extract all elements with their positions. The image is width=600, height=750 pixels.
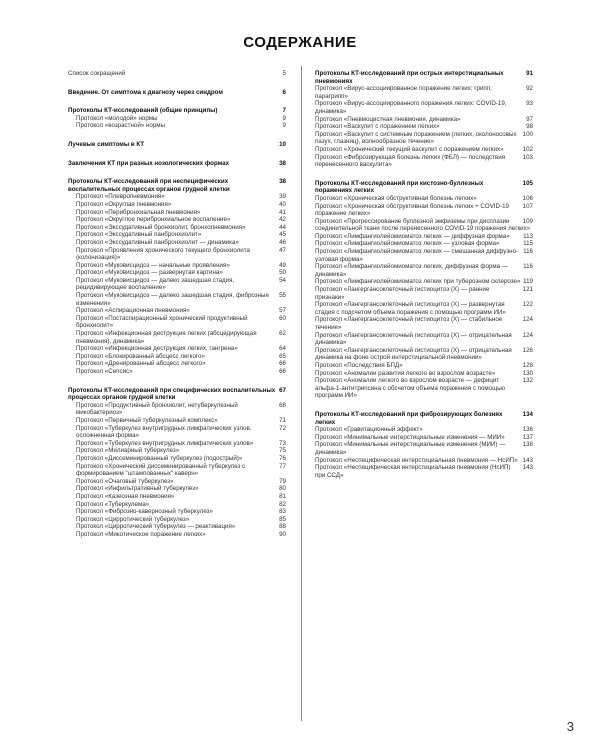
toc-entry-title: Протокол «Аномалии развития легкого во взрослом возрасте» [315,369,496,377]
toc-entry[interactable] [68,353,286,361]
toc-entry-title: Протокол «Вирус-ассоциированного поражения легких: COVID-19, динамика» [315,100,507,115]
toc-entry[interactable] [315,370,533,378]
toc-entry[interactable] [315,131,533,146]
toc-entry-title: Протокол «Муковисцидоз — развернутая картина» [76,269,223,277]
toc-entry-page: 71 [279,416,286,424]
toc-entry-title: Протокол «Продуктивный бронхиолит, нетуберкулезный микобактериоз» [76,401,238,417]
toc-entry-page: 50 [279,269,286,277]
toc-entry-page: 67 [279,386,286,394]
toc-entry-page: 122 [522,301,533,309]
toc-entry-page: 103 [522,153,533,161]
toc-entry-title: Протокол «возрастной» нормы [76,122,165,130]
toc-entry-page: 60 [279,314,286,322]
toc-entry[interactable] [68,463,286,478]
toc-entry-page: 137 [522,433,533,441]
toc-entry-page: 68 [279,401,286,409]
toc-section-heading[interactable] [68,387,286,402]
toc-entry-page: 91 [526,70,533,77]
toc-entry-title: Протокол «Муковисцидоз — далеко зашедшая стадия, фиброзные изменения» [76,292,269,307]
toc-entry-title: Протокол «Аномалии легкого во взрослом возрасте — дефицит альфа-1-антитрипсина с обсчетом объема поражения с помощью программ ИИ» [315,377,506,400]
toc-entry[interactable] [68,455,286,463]
page-title: СОДЕРЖАНИЕ [243,34,357,51]
toc-entry-title: Протокол «Очаговый туберкулез» [76,477,174,485]
toc-entry[interactable] [68,402,286,417]
toc-entry-page: 46 [279,238,286,246]
toc-entry-page: 42 [279,216,286,224]
toc-entry-page: 64 [279,345,286,353]
toc-entry-title: Протокол «Экссудативный панбронхиолит» [76,231,202,239]
toc-entry-title: Протоколы КТ-исследований при кистозно-буллезных поражениях легких [315,179,484,195]
toc-entry[interactable] [68,531,286,539]
toc-entry[interactable] [68,493,286,501]
toc-entry-title: Протокол «Хронический текущий васкулит с поражением легких» [315,145,504,153]
toc-entry[interactable] [315,332,533,347]
toc-entry-page: 81 [279,492,286,500]
toc-entry[interactable] [68,440,286,448]
toc-entry-page: 97 [526,115,533,123]
toc-entry-title: Протокол «Сепсис» [76,368,133,375]
toc-entry-title: Протокол «Пневмоцистная пневмония, динамика» [315,115,461,123]
toc-entry[interactable] [68,239,286,247]
toc-entry-page: 79 [279,477,286,485]
toc-entry-page: 93 [526,100,533,108]
toc-entry-title: Протокол «Цирротический туберкулез — реактивация» [76,523,236,531]
toc-entry-page: 49 [279,261,286,269]
toc-entry[interactable] [315,240,533,248]
toc-entry-title: Протокол «Лангергансоклеточный гистиоцитоз (X) — ранние признаки» [315,286,490,301]
toc-entry[interactable] [315,362,533,370]
toc-entry-title: Протокол «Лангергансоклеточный гистиоцитоз (X) — отрицательная динамика» [315,331,512,347]
toc-entry[interactable] [315,85,533,100]
toc-section-heading[interactable] [315,411,533,426]
toc-entry-page: 77 [279,462,286,470]
toc-entry[interactable] [68,122,286,130]
toc-entry[interactable] [315,464,533,479]
toc-entry[interactable] [68,269,286,277]
toc-entry-page: 76 [279,454,286,462]
toc-entry[interactable] [68,262,286,270]
toc-entry-page: 57 [279,307,286,315]
toc-entry-title: Протокол «Хроническая обструктивная болезнь легких» [315,194,477,202]
toc-entry-page: 40 [279,200,286,208]
toc-entry-title: Протокол «Первичный туберкулезный комплекс» [76,416,218,424]
toc-entry[interactable] [68,224,286,232]
toc-entry[interactable] [68,201,286,209]
toc-entry[interactable] [315,347,533,362]
toc-entry[interactable] [315,286,533,301]
toc-entry-page: 66 [279,368,286,375]
toc-entry-page: 124 [522,316,533,324]
toc-entry[interactable] [315,146,533,154]
toc-entry-page: 5 [282,70,286,77]
toc-entry-title: Протокол «Цирротический туберкулез» [76,515,190,523]
toc-entry-title: Протокол «Минимальные интерстициальные изменения (МИИ) — динамика» [315,441,506,456]
toc-entry-page: 88 [279,523,286,531]
toc-entry-title: Протокол «Гравитационный эффект» [315,426,423,434]
toc-entry-page: 90 [279,530,286,538]
toc-entry-page: 82 [279,500,286,508]
toc-entry-title: Протоколы КТ-исследований при специфических воспалительных процессах органов грудной клетки [68,386,276,402]
toc-entry[interactable] [315,233,533,241]
toc-entry-title: Протокол «Казеозная пневмония» [76,492,175,500]
toc-entry-title: Протокол «Плевропневмония» [76,193,165,201]
toc-entry[interactable] [68,292,286,307]
toc-entry-page: 72 [279,424,286,432]
toc-entry-title: Протокол «Округлая пневмония» [76,200,172,208]
toc-entry[interactable] [315,218,533,233]
toc-entry[interactable] [68,501,286,509]
toc-entry-page: 9 [282,114,286,122]
toc-entry[interactable] [315,426,533,434]
toc-entry-page: 85 [279,515,286,523]
toc-entry-title: Протокол «Экссудативный бронхиолит, бронхопневмония» [76,223,246,231]
toc-entry-page: 107 [522,202,533,210]
toc-entry-title: Протоколы КТ-исследований при неспецифических воспалительных процессах органов грудной клетки [68,178,230,193]
toc-section-heading[interactable] [68,178,286,193]
toc-entry-page: 54 [279,276,286,284]
toc-entry[interactable] [315,441,533,456]
toc-entry-title: Протокол «Диссеминированный туберкулез (подострый)» [76,454,243,462]
toc-entry-page: 10 [279,140,286,148]
toc-entry[interactable] [68,417,286,425]
toc-entry[interactable] [68,247,286,262]
toc-entry[interactable] [315,248,533,263]
toc-entry-title: Протокол «Лангергансоклеточный гистиоцитоз (X) — отрицательная динамика на фоне острой интерстициальной пневмонии» [315,346,512,362]
toc-entry-page: 134 [522,410,533,418]
toc-entry-title: Протокол «Аспирационная пневмония» [76,307,190,315]
toc-entry-page: 55 [279,292,286,300]
toc-entry-page: 6 [282,88,286,96]
toc-entry-page: 130 [522,369,533,377]
toc-entry-page: 80 [279,485,286,493]
toc-entry[interactable] [68,115,286,123]
toc-entry-title: Введение. От симптома к диагнозу через синдром [68,88,223,96]
toc-entry-page: 45 [279,231,286,239]
toc-entry[interactable] [68,209,286,217]
toc-entry[interactable] [315,301,533,316]
toc-entry[interactable] [68,307,286,315]
toc-entry-title: Протокол «Лимфангиолейомиоматоз легких — смешанная диффузно-узловая форма» [315,248,519,263]
toc-entry-title: Протокол «Инфильтративный туберкулез» [76,485,199,493]
toc-entry-page: 98 [526,123,533,131]
toc-entry-title: Протокол «Туберкулез внутригрудных лимфатических узлов, осложненная форма» [76,424,252,440]
toc-entry-title: Протокол «Неспецифическая интерстициальная пневмония (НсИП) при ССД» [315,464,511,479]
toc-entry[interactable] [68,70,286,78]
toc-entry-title: Протокол «Васкулит с системным поражением (легких, околоносовых пазух, глазниц), волнообразное течение» [315,130,517,146]
page-number: 3 [566,719,574,734]
toc-entry-page: 132 [522,377,533,385]
toc-entry-page: 65 [279,352,286,360]
toc-entry-title: Протокол «Дренированный абсцесс легкого» [76,360,206,368]
toc-entry-page: 115 [523,240,533,248]
toc-entry-title: Протокол «Постаспирационный хронический продуктивный бронхиолит» [76,314,248,330]
toc-entry-page: 109 [522,217,533,225]
toc-section-heading[interactable] [68,107,286,115]
toc-entry-title: Протокол «Фиброзирующая болезнь легких (ФБЛ) — последствия перенесенного васкулита» [315,153,506,169]
toc-entry-title: Протокол «Васкулит с поражением легких» [315,123,440,131]
toc-entry-page: 39 [279,193,286,201]
toc-entry-title: Протоколы КТ-исследований (общие принципы) [68,107,218,115]
toc-entry-page: 102 [522,145,533,153]
toc-entry-title: Протокол «Микотическое поражение легких» [76,530,206,538]
toc-entry-page: 7 [282,107,286,115]
toc-entry-page: 38 [279,178,286,186]
toc-section-heading[interactable] [68,89,286,97]
toc-entry-title: Протокол «Блокированный абсцесс легкого» [76,352,205,360]
toc-entry-page: 73 [279,439,286,447]
toc-entry-page: 128 [522,361,533,369]
toc-entry[interactable] [68,277,286,292]
toc-entry-title: Протокол «Милиарный туберкулез» [76,447,180,455]
toc-entry-title: Протокол «Фиброзно-кавернозный туберкулез» [76,508,213,516]
toc-entry-title: Протокол «Туберкулез внутригрудных лимфатических узлов» [76,439,254,447]
toc-section-heading[interactable] [315,70,533,85]
toc-entry-title: Протокол «Округлое перибронхиальное воспаление» [76,216,231,224]
toc-entry-title: Протокол «Лимфангиолейомиоматоз легких — узловая форма» [315,240,500,248]
toc-entry-title: Протокол «Муковисцидоз — далеко зашедшая стадия, рецидивирующее воспаление» [76,276,235,292]
toc-entry[interactable] [315,100,533,115]
toc-section-heading[interactable] [315,180,533,195]
toc-entry[interactable] [68,368,286,376]
toc-entry-page: 116 [523,248,533,256]
toc-entry[interactable] [68,425,286,440]
toc-entry[interactable] [68,345,286,353]
toc-entry-title: Протокол «Хроническая обструктивная болезнь легких + COVID-19 поражение легких» [315,202,509,218]
toc-entry[interactable] [315,195,533,203]
toc-right-column [315,70,533,479]
toc-entry-title: Протокол «Вирус-ассоциированное поражение легких: грипп, парагрипп» [315,85,492,100]
toc-entry-page: 83 [279,508,286,516]
toc-entry[interactable] [315,316,533,331]
toc-entry-title: Протокол «Неспецифическая интерстициальная пневмония — НсИП» [315,456,518,464]
toc-entry-page: 66 [279,360,286,368]
toc-entry-title: Протокол «Туберкулема» [76,500,150,508]
toc-entry-title: Протоколы КТ-исследований при острых интерстициальных пневмониях [315,70,504,85]
toc-entry[interactable] [315,377,533,400]
toc-entry-page: 105 [522,179,533,187]
toc-entry-page: 9 [282,122,286,130]
toc-entry[interactable] [315,123,533,131]
toc-entry[interactable] [315,434,533,442]
toc-entry[interactable] [68,478,286,486]
toc-entry-page: 41 [279,208,286,216]
toc-entry[interactable] [68,216,286,224]
toc-entry[interactable] [68,231,286,239]
toc-entry-title: Список сокращений [68,70,126,77]
toc-entry-page: 47 [279,246,286,254]
toc-entry-page: 138 [522,441,533,449]
toc-entry-page: 116 [523,263,533,271]
toc-entry-page: 62 [279,330,286,338]
toc-entry-title: Заключения КТ при разных нозологических формах [68,159,230,167]
toc-entry[interactable] [68,516,286,524]
toc-entry-title: Лучевые симптомы в КТ [68,140,145,148]
toc-entry[interactable] [315,116,533,124]
toc-entry-title: Протокол «Лимфангиолейомиоматоз легких — диффузная форма» [315,232,510,240]
toc-entry[interactable] [68,485,286,493]
toc-entry-page: 44 [279,223,286,231]
toc-entry-title: Протокол «Перибронхиальная пневмония» [76,208,201,216]
toc-entry[interactable] [68,447,286,455]
column-divider [301,66,302,721]
toc-section-heading[interactable] [68,141,286,149]
toc-entry[interactable] [68,330,286,345]
toc-entry-page: 92 [526,85,533,93]
toc-entry-title: Протокол «Лимфангиолейомиоматоз легких при туберозном склерозе» [315,278,521,286]
toc-entry[interactable] [68,193,286,201]
toc-entry-title: Протокол «Экссудативный панбронхиолит — динамика» [76,238,239,246]
toc-left-column [68,70,286,538]
toc-entry-title: Протокол «Лангергансоклеточный гистиоцитоз (X) — стабильное течение» [315,316,503,331]
toc-entry-title: Протокол «Прогрессирование буллезной эмфиземы при дисплазии соединительной ткани после перенесенного COVID-19 поражения легких» [315,217,531,233]
toc-entry-title: Протокол «Проявления хронического текущего бронхиолита (колонизация)» [76,246,250,262]
toc-entry-title: Протокол «Инфекционная деструкция легких, гангрена» [76,345,238,353]
toc-entry[interactable] [315,263,533,278]
toc-entry-page: 143 [522,464,533,472]
toc-entry-page: 119 [523,278,533,286]
toc-entry-title: Протокол «Хронический диссеминированный туберкулез с формированием "штампованных" каверн» [76,462,246,478]
toc-entry-page: 75 [279,447,286,455]
toc-entry-page: 143 [522,456,533,464]
toc-entry-title: Протоколы КТ-исследований при фиброзирующих болезнях легких [315,410,503,426]
toc-entry-title: Протокол «Лимфангиолейомиоматоз легких, диффузная форма — динамика» [315,263,508,278]
toc-entry-page: 126 [522,346,533,354]
toc-entry-title: Протокол «Инфекционная деструкция легких (абсцедирующая пневмония), динамика» [76,330,257,345]
toc-entry-page: 100 [522,130,533,138]
toc-entry-page: 121 [522,286,533,294]
toc-entry[interactable] [315,278,533,286]
toc-entry-page: 38 [279,159,286,167]
toc-entry-page: 124 [522,331,533,339]
toc-entry-page: 113 [523,232,533,240]
toc-entry-title: Протокол «Минимальные интерстициальные изменения — МИИ» [315,433,505,441]
toc-entry-title: Протокол «молодой» нормы [76,114,158,122]
toc-entry[interactable] [315,457,533,465]
toc-entry[interactable] [68,315,286,330]
toc-entry-title: Протокол «Муковисцидоз — начальные проявления» [76,261,230,269]
toc-entry-title: Протокол «Лангергансоклеточный гистиоцитоз (X) — развернутая стадия с подсчетом объема поражения с помощью программ ИИ» [315,301,506,316]
toc-section-heading[interactable] [68,160,286,168]
toc-entry[interactable] [68,523,286,531]
toc-entry[interactable] [315,154,533,169]
toc-entry-title: Протокол «Последствия БПД» [315,361,403,369]
toc-entry[interactable] [68,508,286,516]
toc-entry-page: 136 [522,426,533,434]
toc-entry[interactable] [315,203,533,218]
toc-entry-page: 106 [522,194,533,202]
toc-entry[interactable] [68,360,286,368]
